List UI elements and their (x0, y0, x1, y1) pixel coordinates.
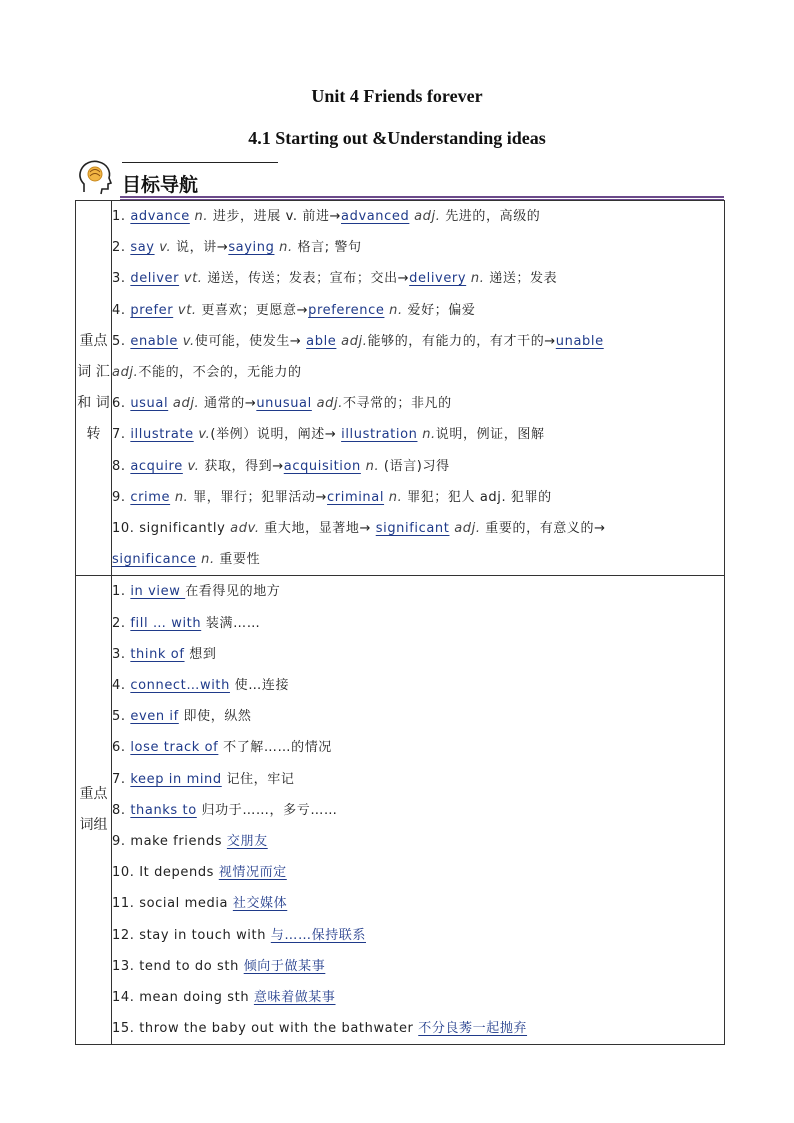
vocab-word: acquisition (283, 458, 361, 474)
part-of-speech: adj. (409, 209, 441, 224)
phrase-number: 13. (112, 958, 140, 974)
phrase-chinese: 想到 (184, 646, 217, 662)
vocab-line (112, 388, 724, 419)
part-of-speech: n. (417, 427, 436, 443)
part-of-speech: v. (178, 333, 195, 349)
phrase-chinese: 装满…… (201, 615, 261, 631)
vocab-text: 罪犯；犯人 adj. 犯罪的 (402, 489, 552, 505)
phrase-english: tend to do sth (139, 958, 244, 974)
vocab-word: deliver (130, 271, 180, 287)
phrase-number: 4. (112, 678, 131, 694)
vocab-text: 递送；发表 (484, 271, 558, 287)
phrase-chinese: 不了解……的情况 (218, 740, 332, 756)
category-label: 重点 (79, 333, 108, 350)
vocab-word: saying (228, 240, 275, 256)
phrase-number: 1. (112, 584, 131, 600)
vocab-text: 获取，得到→ (199, 458, 284, 474)
phrase-line (112, 639, 724, 670)
vocab-word: acquire (130, 458, 183, 474)
vocab-text: 10. significantly (112, 521, 231, 537)
vocab-line (112, 295, 724, 326)
phrase-number: 9. (112, 834, 131, 850)
phrase-line (112, 576, 724, 607)
phrase-chinese: 与……保持联系 (270, 927, 366, 943)
vocab-word: able (306, 333, 337, 349)
vocab-line (112, 544, 724, 575)
unit-title: Unit 4 Friends forever (311, 86, 483, 106)
vocab-text: 能够的，有能力的，有才干的→ (367, 333, 556, 349)
vocab-text: 说明，例证，图解 (435, 427, 545, 443)
phrase-chinese: 交朋友 (226, 834, 268, 850)
vocab-row (76, 201, 725, 576)
phrase-english: thanks to (130, 802, 197, 818)
phrase-number: 6. (112, 740, 131, 756)
phrase-number: 12. (112, 927, 140, 943)
category-label: 转 (86, 426, 101, 443)
phrase-english: mean doing sth (139, 990, 254, 1006)
vocab-text: 格言; 警句 (292, 240, 362, 256)
category-label: 词组 (79, 817, 108, 834)
phrase-chinese: 在看得见的地方 (185, 584, 281, 600)
vocab-text: 5. (112, 333, 131, 349)
part-of-speech: adv. (230, 521, 260, 537)
phrase-english: think of (130, 646, 185, 662)
part-of-speech: vt. (173, 302, 197, 318)
vocab-line (112, 513, 724, 544)
phrase-line (112, 920, 724, 951)
part-of-speech: adj. (112, 365, 139, 381)
part-of-speech: n. (170, 489, 189, 505)
part-of-speech: n. (360, 458, 380, 474)
part-of-speech: vt. (179, 271, 203, 287)
vocab-word: crime (130, 489, 171, 505)
vocab-text: 不寻常的；非凡的 (342, 396, 452, 412)
vocab-text: 罪，罪行；犯罪活动→ (188, 489, 328, 505)
phrase-line (112, 608, 724, 639)
vocab-text: 不能的，不会的，无能力的 (138, 365, 302, 381)
vocab-word: advance (130, 209, 190, 224)
vocab-line (112, 451, 724, 482)
part-of-speech: n. (384, 302, 403, 318)
vocab-word: usual (130, 396, 169, 412)
vocab-line (112, 232, 724, 263)
part-of-speech: n. (384, 489, 403, 505)
part-of-speech: n. (196, 552, 215, 568)
vocab-word: enable (130, 333, 179, 349)
vocab-text: 使可能，使发生→ (194, 333, 307, 349)
phrase-chinese: 社交媒体 (232, 896, 288, 912)
vocab-word: unable (555, 333, 604, 349)
vocab-text: 更喜欢；更愿意→ (196, 302, 309, 318)
vocab-text: 爱好；偏爱 (402, 302, 476, 318)
vocab-text: 通常的→ (199, 396, 257, 412)
phrase-line (112, 795, 724, 826)
vocab-line (112, 357, 724, 388)
vocab-text: 3. (112, 271, 131, 287)
phrase-row (76, 576, 725, 1045)
phrase-number: 3. (112, 646, 131, 662)
part-of-speech: adj. (449, 521, 481, 537)
banner-top-line (122, 162, 278, 163)
vocab-text: 7. (112, 427, 131, 443)
phrase-line (112, 670, 724, 701)
vocab-text: 8. (112, 458, 131, 474)
vocab-text: 6. (112, 396, 131, 412)
phrase-english: social media (139, 896, 233, 912)
phrase-line (112, 732, 724, 763)
vocab-text: 重要性 (214, 552, 261, 568)
banner-rule (120, 196, 724, 198)
vocab-line (112, 263, 724, 294)
vocab-text: (举例）说明，阐述→ (210, 427, 342, 443)
phrase-english: throw the baby out with the bathwater (139, 1021, 419, 1037)
summary-table (75, 200, 725, 1045)
vocab-text: 说，讲→ (171, 240, 229, 256)
phrase-line (112, 701, 724, 732)
phrase-chinese: 意味着做某事 (253, 990, 336, 1006)
phrase-number: 8. (112, 802, 131, 818)
part-of-speech: v. (193, 427, 211, 443)
vocab-text: 重要的，有意义的→ (480, 521, 606, 537)
phrase-line (112, 1013, 724, 1044)
phrase-english: in view (130, 584, 186, 600)
vocab-text: 先进的，高级的 (440, 209, 541, 224)
phrase-number: 15. (112, 1021, 140, 1037)
phrase-content-cell (112, 576, 725, 1045)
phrase-number: 10. (112, 865, 140, 881)
section-banner (76, 158, 724, 200)
vocab-line (112, 482, 724, 513)
phrase-english: lose track of (130, 740, 219, 756)
vocab-word: prefer (130, 302, 174, 318)
vocab-word: advanced (341, 209, 410, 224)
phrase-english: make friends (130, 834, 227, 850)
part-of-speech: v. (154, 240, 172, 256)
vocab-text: 4. (112, 302, 131, 318)
vocab-text: 进步，进展 v. 前进→ (208, 209, 342, 224)
phrase-english: even if (130, 709, 179, 725)
phrase-line (112, 857, 724, 888)
phrase-number: 7. (112, 771, 131, 787)
phrase-chinese: 使…连接 (229, 678, 290, 694)
part-of-speech: n. (274, 240, 293, 256)
vocab-text: (语言)习得 (379, 458, 450, 474)
vocab-line (112, 419, 724, 450)
phrase-number: 5. (112, 709, 131, 725)
vocab-word: delivery (409, 271, 467, 287)
vocab-word: preference (308, 302, 385, 318)
phrase-english: keep in mind (130, 771, 222, 787)
part-of-speech: adj. (311, 396, 343, 412)
phrase-line (112, 888, 724, 919)
vocab-word: significance (112, 552, 197, 568)
phrase-english: fill … with (130, 615, 202, 631)
lesson-title: 4.1 Starting out &Understanding ideas (248, 128, 546, 148)
vocab-content-cell (112, 201, 725, 576)
category-label: 和 词 (77, 395, 110, 412)
phrase-english: stay in touch with (139, 927, 271, 943)
part-of-speech: adj. (336, 333, 368, 349)
phrase-chinese: 记住，牢记 (221, 771, 295, 787)
phrase-english: It depends (139, 865, 219, 881)
vocab-word: say (130, 240, 155, 256)
phrase-number: 2. (112, 615, 131, 631)
category-label: 词 汇 (77, 364, 110, 381)
part-of-speech: v. (182, 458, 200, 474)
vocab-line (112, 201, 724, 232)
vocab-word: unusual (256, 396, 312, 412)
part-of-speech: adj. (168, 396, 200, 412)
vocab-text: 9. (112, 489, 131, 505)
vocab-line (112, 326, 724, 357)
phrase-number: 11. (112, 896, 140, 912)
vocab-text: 1. (112, 209, 131, 224)
phrase-chinese: 即使，纵然 (178, 709, 252, 725)
part-of-speech: n. (189, 209, 209, 224)
phrase-english: connect…with (130, 678, 230, 694)
phrase-line (112, 764, 724, 795)
category-label: 重点 (79, 786, 108, 803)
section-label: 目标导航 (122, 174, 199, 196)
vocab-word: significant (375, 521, 450, 537)
phrase-chinese: 视情况而定 (218, 865, 287, 881)
phrase-chinese: 归功于……，多亏…… (196, 802, 338, 818)
vocab-word: illustrate (130, 427, 194, 443)
phrase-line (112, 982, 724, 1013)
vocab-text: 2. (112, 240, 131, 256)
phrase-chinese: 倾向于做某事 (243, 958, 326, 974)
vocab-word: illustration (341, 427, 418, 443)
phrase-line (112, 826, 724, 857)
phrase-category-cell (76, 576, 112, 1045)
phrase-chinese: 不分良莠一起抛弃 (418, 1021, 528, 1037)
head-brain-icon (76, 158, 116, 198)
vocab-text: 递送，传送；发表；宣布；交出→ (202, 271, 410, 287)
phrase-number: 14. (112, 990, 140, 1006)
part-of-speech: n. (466, 271, 485, 287)
phrase-line (112, 951, 724, 982)
vocab-text: 重大地，显著地→ (259, 521, 376, 537)
vocab-word: criminal (327, 489, 385, 505)
vocab-category-cell (76, 201, 112, 576)
